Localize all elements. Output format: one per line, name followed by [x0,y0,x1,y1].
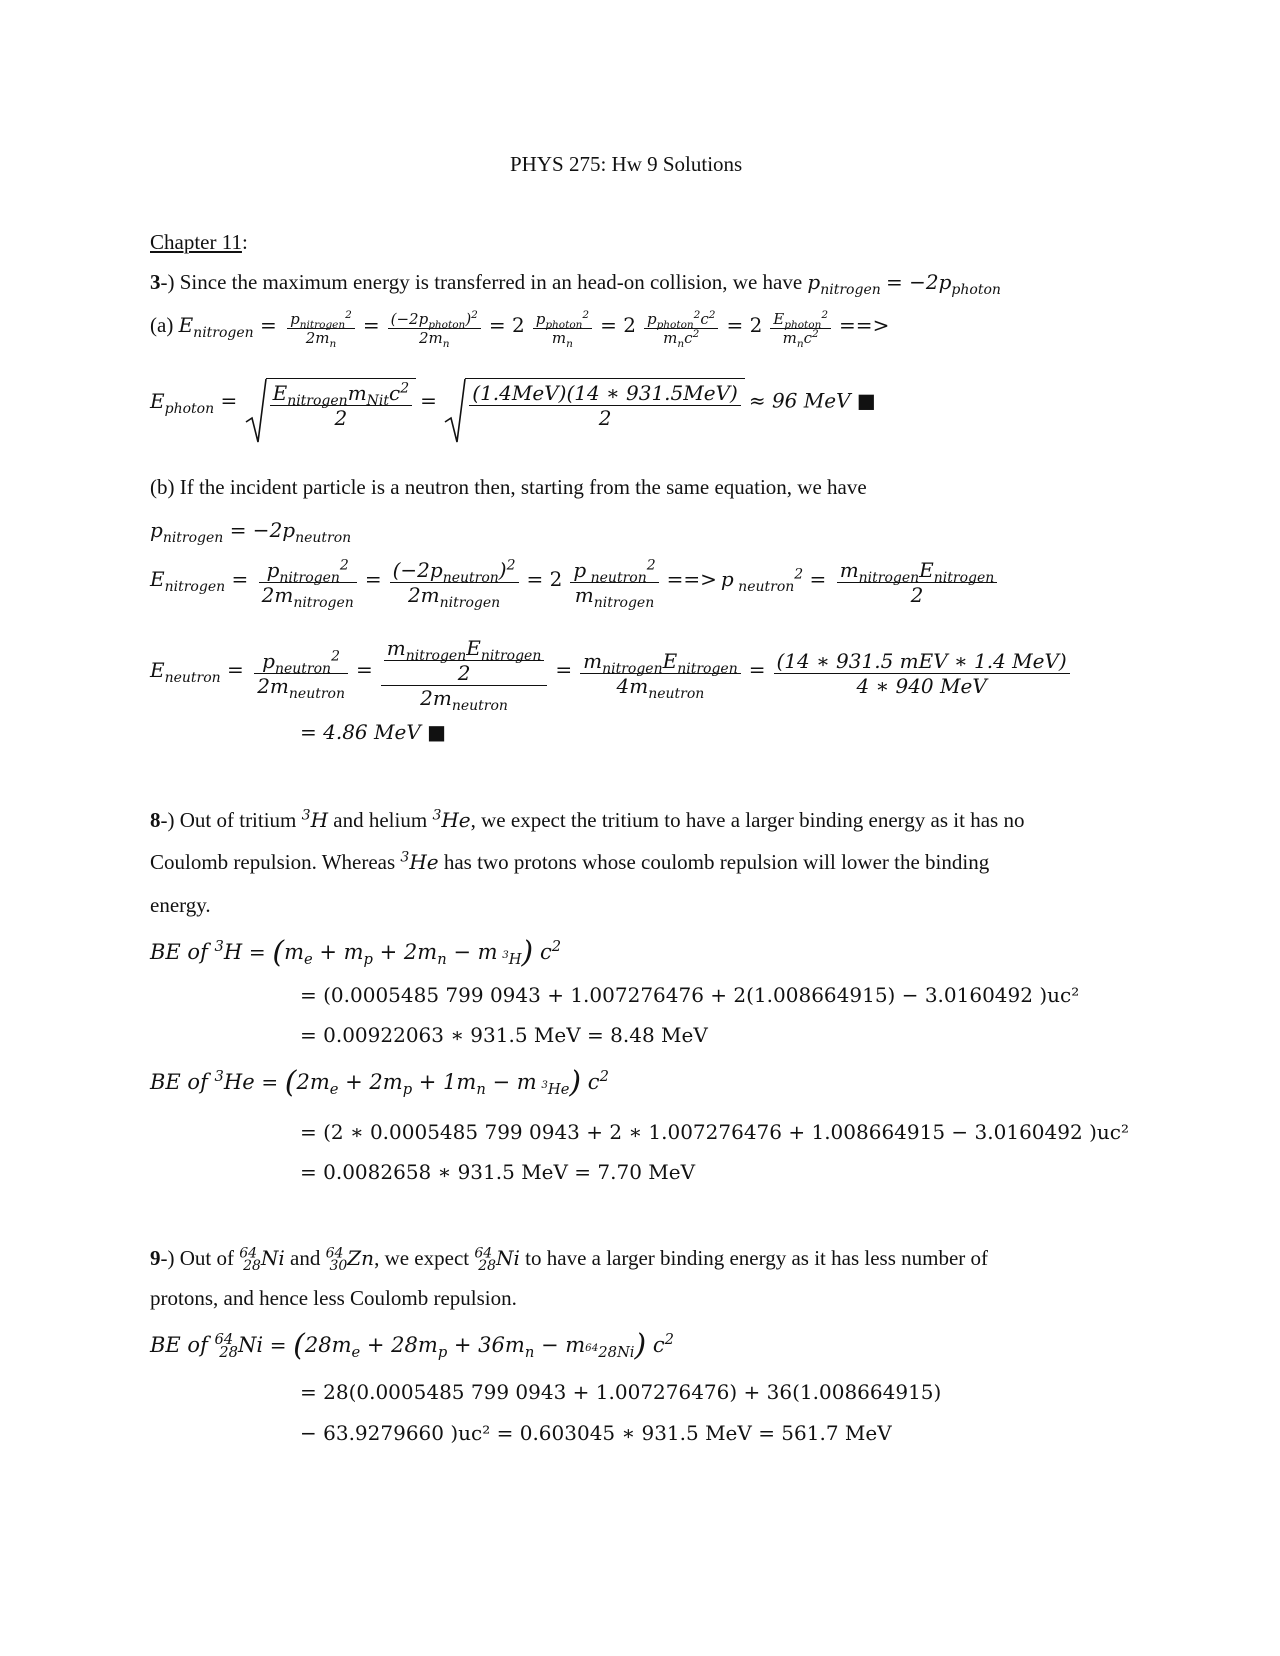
he3-calc-line-1: = (2 ∗ 0.0005485 799 0943 + 2 ∗ 1.007276476 + 1.008664915 − 3.0160492 )uc² [300,1120,1129,1144]
page-title: PHYS 275: Hw 9 Solutions [510,152,743,176]
implies-arrow: ==> [839,313,890,338]
problem-8-line-1: 8-) Out of tritium $^3$H and helium $^3$He, we expect the tritium to have a larger binding energy as it has no [150,807,1025,832]
sqrt-symbol: $\frac{E_{nitrogen}m_{Nit}c^2}{2}$ [244,378,417,430]
equation-3a-energy: (a) $E_{nitrogen}$ = $\frac{p_{nitrogen}^2}{2m_n}$ = $\frac{(-2p_{photon})^2}{2m_n}$ = 2 $\frac{p_{photon}^2}{m_n}$ = 2 $\frac{p_{photon}^2c^2}{m_nc^2}$ = 2 $\frac{E_{photon}^2}{m_nc^2}$ ==> [150,309,890,350]
sqrt-symbol: $\frac{\text{(1.4MeV)(14 ∗ 931.5MeV)}}{2}$ [443,378,745,430]
problem-9-number: 9 [150,1246,161,1270]
chapter-label: Chapter 11 [150,230,242,254]
problem-8-line-2: Coulomb repulsion. Whereas $^3$He has two protons whose coulomb repulsion will lower the binding [150,849,990,874]
problem-9-line-2: protons, and hence less Coulomb repulsion. [150,1286,517,1310]
result-3b: = 4.86 MeV ■ [300,720,447,744]
ni64-calc-line-1: = 28(0.0005485 799 0943 + 1.007276476) + 36(1.008664915) [300,1380,942,1404]
h3-calc-line-1: = (0.0005485 799 0943 + 1.007276476 + 2(1.008664915) − 3.0160492 )uc² [300,983,1080,1007]
equation-3b-neutron: $E_{neutron}$ = $\frac{p_{neutron}^2}{2m_{neutron}}$ = $\frac{\frac{m_{nitrogen}E_{nitrogen}}{2}}{2m_{neutron}}$ = $\frac{m_{nitrogen}E_{nitrogen}}{4m_{neutron}}$ = $\frac{\text{(14 ∗ 931.5 mEV ∗ 1.4 MeV)}}{\text{4 ∗ 940 MeV}}$ [150,636,1074,710]
momentum-relation: $p_{nitrogen} = -2p_{neutron}$ [150,518,352,546]
result-3a: ≈ 96 MeV ■ [748,388,876,413]
problem-8-number: 8 [150,808,161,832]
binding-energy-h3: BE of $^3H = (m_e + m_p + 2m_n - m$ $_{^3H}$) $c^2$ [150,935,562,970]
p-nitrogen-symbol: $p_{nitrogen}$ [807,270,881,298]
ni64-calc-line-2: − 63.9279660 )uc² = 0.603045 ∗ 931.5 MeV = 561.7 MeV [300,1421,892,1445]
problem-3-intro-text: -) Since the maximum energy is transferred in an head-on collision, we have [160,270,808,294]
problem-8-line-3: energy. [150,893,211,917]
binding-energy-ni64: BE of $^{64}_{28}Ni = (28m_e + 28m_p + 36m_n - m_{^{64}28Ni})$ $c^2$ [150,1328,675,1363]
h3-calc-line-2: = 0.00922063 ∗ 931.5 MeV = 8.48 MeV [300,1023,708,1047]
chapter-heading [150,230,248,255]
chapter-colon: : [241,230,248,254]
part-b-text: (b) If the incident particle is a neutron then, starting from the same equation, we have [150,475,867,499]
problem-3-intro-eq: = $-2p_{photon}$ [886,270,1001,298]
binding-energy-he3: BE of $^3He = (2m_e + 2m_p + 1m_n - m$ $_{^3He}$) $c^2$ [150,1065,609,1100]
problem-3-intro [150,270,1001,298]
problem-9-line-1: 9-) Out of $^{64}_{28}$Ni and $^{64}_{30}$Zn, we expect $^{64}_{28}$Ni to have a larger binding energy as it has less number of [150,1245,989,1274]
equation-3a-photon: $E_{photon}$ = $\frac{E_{nitrogen}m_{Nit}c^2}{2}$ = $\frac{\text{(1.4MeV)(14 ∗ 931.5MeV)}}{2}$ ≈ 96 MeV ■ [150,378,876,430]
he3-calc-line-2: = 0.0082658 ∗ 931.5 MeV = 7.70 MeV [300,1160,696,1184]
part-a-label: (a) [150,313,179,338]
equation-3b-nitrogen: $E_{nitrogen}$ = $\frac{p_{nitrogen}^2}{2m_{nitrogen}}$ = $\frac{(-2p_{neutron})^2}{2m_{nitrogen}}$ = 2 $\frac{p _{neutron}^2}{m_{nitrogen}}$ ==> p $_{neutron}^2$ = $\frac{m_{nitrogen}E_{nitrogen}}{2}$ [150,558,1001,607]
problem-3-number: 3 [150,270,161,294]
